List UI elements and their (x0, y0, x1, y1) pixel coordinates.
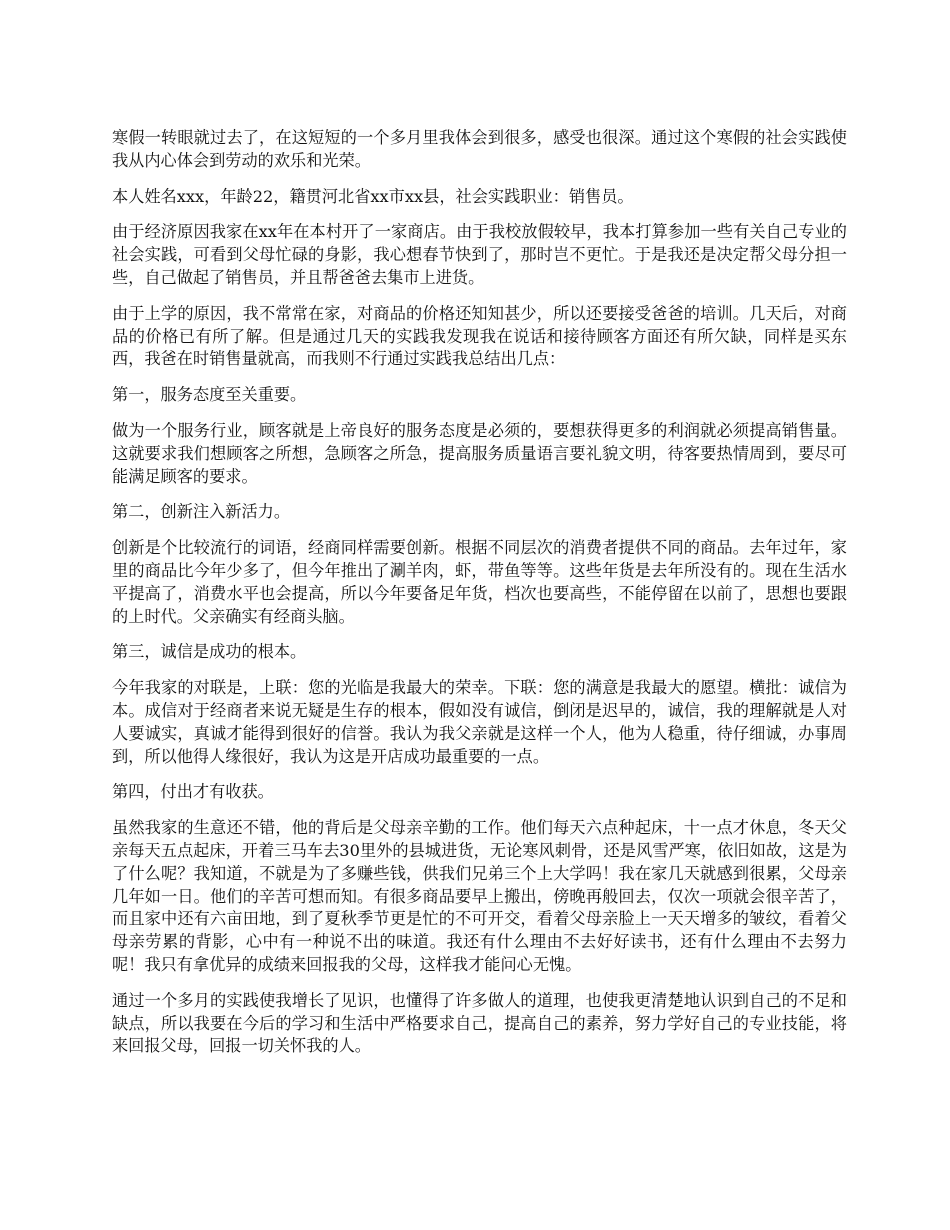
paragraph-point-4: 虽然我家的生意还不错，他的背后是父母亲辛勤的工作。他们每天六点种起床，十一点才休息，冬天父亲每天五点起床，开着三马车去30里外的县城进货，无论寒风刺骨，还是风雪严寒，依旧如故，这是为了什么呢？我知道，不就是为了多赚些钱，供我们兄弟三个上大学吗！我在家几天就感到很累，父母亲几年如一日。他们的辛苦可想而知。有很多商品要早上搬出，傍晚再般回去，仅次一项就会很辛苦了，而且家中还有六亩田地，到了夏秋季节更是忙的不可开交，看着父母亲脸上一天天增多的皱纹，看着父母亲劳累的背影，心中有一种说不出的味道。我还有什么理由不去好好读书，还有什么理由不去努力呢！我只有拿优异的成绩来回报我的父母，这样我才能问心无愧。 (112, 818, 847, 974)
paragraph-training: 由于上学的原因，我不常常在家，对商品的价格还知知甚少，所以还要接受爸爸的培训。几天后，对商品的价格已有所了解。但是通过几天的实践我发现我在说话和接待顾客方面还有所欠缺，同样是买东西，我爸在时销售量就高，而我则不行通过实践我总结出几点： (112, 303, 847, 369)
paragraph-background: 由于经济原因我家在xx年在本村开了一家商店。由于我校放假较早，我本打算参加一些有关自己专业的社会实践，可看到父母忙碌的身影，我心想春节快到了，那时岂不更忙。于是我还是决定帮父母分担一些，自己做起了销售员，并且帮爸爸去集市上进货。 (112, 222, 847, 287)
document-body (112, 127, 847, 1071)
paragraph-point-1: 做为一个服务行业，顾客就是上帝良好的服务态度是必须的，要想获得更多的利润就必须提高销售量。这就要求我们想顾客之所想，急顾客之所急，提高服务质量语言要礼貌文明，待客要热情周到，要尽可能满足顾客的要求。 (112, 420, 847, 486)
heading-point-1: 第一，服务态度至关重要。 (112, 385, 307, 405)
heading-point-3: 第三，诚信是成功的根本。 (112, 642, 307, 662)
heading-point-4: 第四，付出才有收获。 (112, 782, 274, 802)
paragraph-point-3: 今年我家的对联是，上联：您的光临是我最大的荣幸。下联：您的满意是我最大的愿望。横批：诚信为本。成信对于经商者来说无疑是生存的根本，假如没有诚信，倒闭是迟早的，诚信，我的理解就是人对人要诚实，真诚才能得到很好的信誉。我认为我父亲就是这样一个人，他为人稳重，待仔细诚，办事周到，所以他得人缘很好，我认为这是开店成功最重要的一点。 (112, 678, 847, 766)
paragraph-intro: 寒假一转眼就过去了，在这短短的一个多月里我体会到很多，感受也很深。通过这个寒假的社会实践使我从内心体会到劳动的欢乐和光荣。 (112, 128, 847, 170)
paragraph-conclusion: 通过一个多月的实践使我增长了见识，也懂得了许多做人的道理，也使我更清楚地认识到自己的不足和缺点，所以我要在今后的学习和生活中严格要求自己，提高自己的素养，努力学好自己的专业技能，将来回报父母，回报一切关怀我的人。 (112, 990, 847, 1056)
heading-point-2: 第二，创新注入新活力。 (112, 502, 291, 522)
paragraph-personal-info: 本人姓名xxx，年龄22，籍贯河北省xx市xx县，社会实践职业：销售员。 (112, 186, 634, 206)
paragraph-point-2: 创新是个比较流行的词语，经商同样需要创新。根据不同层次的消费者提供不同的商品。去年过年，家里的商品比今年少多了，但今年推出了涮羊肉，虾，带鱼等等。这些年货是去年所没有的。现在生活水平提高了，消费水平也会提高，所以今年要备足年货，档次也要高些，不能停留在以前了，思想也要跟的上时代。父亲确实有经商头脑。 (112, 538, 847, 626)
